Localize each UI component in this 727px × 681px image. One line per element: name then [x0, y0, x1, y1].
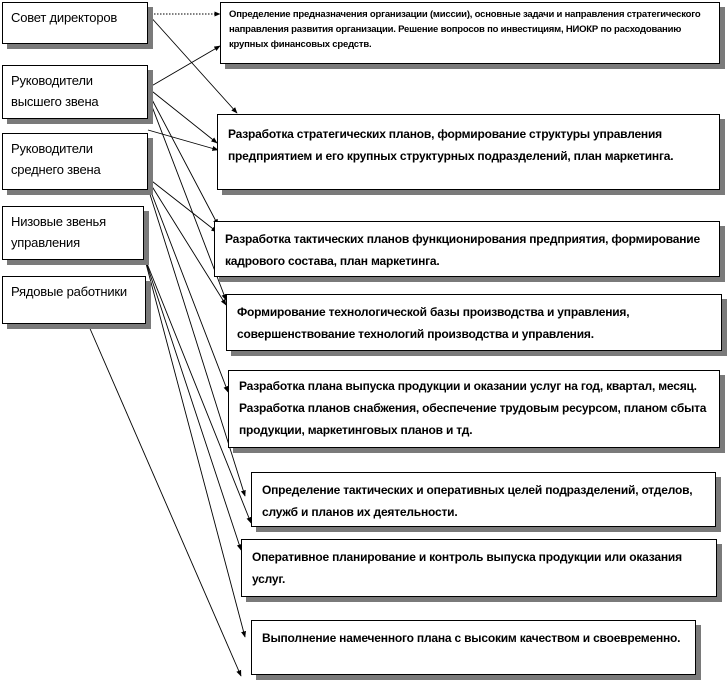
level-top-managers — [2, 65, 148, 119]
function-output-plan — [228, 370, 720, 448]
function-mission-text: Определение предназначения организации (миссии), основные задачи и направления стратегического направления развития организации. Решение вопросов по инвестициям, НИОКР по расходованию крупных финансовых средств. — [229, 9, 701, 50]
level-middle-managers-label: Руководители среднего звена — [11, 141, 101, 177]
function-technology — [226, 294, 722, 351]
function-execution — [251, 620, 696, 675]
level-workers — [2, 276, 146, 324]
function-operational-text: Оперативное планирование и контроль выпуска продукции или оказания услуг. — [252, 550, 682, 586]
function-output-plan-text: Разработка плана выпуска продукции и оказании услуг на год, квартал, месяц. Разработка планов снабжения, обеспечение трудовым ресурсом, планом сбыта продукции, маркетинговых планов и тд. — [239, 379, 707, 437]
level-middle-managers — [2, 133, 148, 190]
arrow-workers-to-execution — [88, 324, 241, 676]
function-tactical-text: Разработка тактических планов функционирования предприятия, формирование кадрового состава, план маркетинга. — [225, 232, 700, 268]
function-execution-text: Выполнение намеченного плана с высоким качеством и своевременно. — [262, 631, 681, 645]
level-workers-label: Рядовые работники — [11, 284, 127, 299]
function-technology-text: Формирование технологической базы производства и управления, совершенствование технологий производства и управления. — [237, 305, 630, 341]
function-strategic — [217, 114, 720, 190]
level-lower-management-label: Низовые звенья управления — [11, 214, 106, 250]
function-mission — [220, 2, 720, 64]
arrow-middle-to-output — [148, 184, 228, 392]
function-goals-text: Определение тактических и оперативных целей подразделений, отделов, служб и планов их деятельности. — [262, 483, 693, 519]
level-board — [2, 2, 148, 44]
level-top-managers-label: Руководители высшего звена — [11, 73, 99, 109]
arrow-top-to-strategic — [148, 88, 217, 143]
arrow-middle-to-strategic — [148, 130, 218, 150]
function-goals — [251, 472, 716, 527]
function-strategic-text: Разработка стратегических планов, формирование структуры управления предприятием и его крупных структурных подразделений, план маркетинга. — [228, 127, 674, 163]
function-tactical — [214, 221, 720, 277]
level-board-label: Совет директоров — [11, 10, 118, 25]
level-lower-management — [2, 206, 144, 260]
function-operational — [241, 539, 717, 597]
